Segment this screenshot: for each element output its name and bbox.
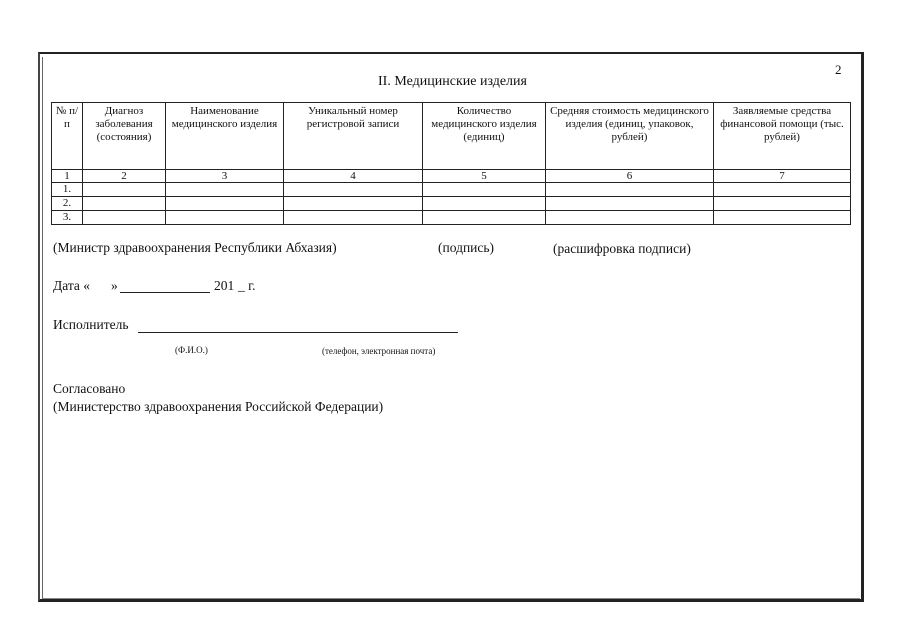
row-number: 2. [52, 197, 83, 211]
table-cell [714, 197, 851, 211]
table-cell [546, 211, 714, 225]
date-year: 201 [214, 278, 235, 293]
table-cell [83, 183, 166, 197]
table-row [52, 197, 851, 211]
signature-decode-caption: (расшифровка подписи) [553, 241, 691, 256]
table-row [52, 211, 851, 225]
table-cell [546, 197, 714, 211]
col-header-registry-number: Уникальный номер регистровой записи [284, 103, 423, 170]
table-header-row [52, 103, 851, 170]
date-close-quote: » [111, 278, 118, 293]
page-number: 2 [835, 62, 842, 77]
agreed-ministry: (Министерство здравоохранения Российской Федерации) [53, 399, 384, 414]
col-header-number: № п/п [52, 103, 83, 170]
column-numbers-row [52, 170, 851, 183]
col-header-quantity: Количество медицинского изделия (единиц) [423, 103, 546, 170]
table-cell [284, 211, 423, 225]
column-number: 6 [546, 170, 714, 183]
column-number: 7 [714, 170, 851, 183]
table-cell [166, 211, 284, 225]
column-number: 5 [423, 170, 546, 183]
fio-caption: (Ф.И.О.) [175, 345, 208, 355]
table-cell [714, 183, 851, 197]
table-cell [284, 183, 423, 197]
date-label: Дата « [53, 278, 91, 293]
column-number: 1 [52, 170, 83, 183]
col-header-diagnosis: Диагноз заболевания (состояния) [83, 103, 166, 170]
table-cell [284, 197, 423, 211]
row-number: 1. [52, 183, 83, 197]
table-cell [546, 183, 714, 197]
column-number: 4 [284, 170, 423, 183]
table-cell [714, 211, 851, 225]
table-row [52, 183, 851, 197]
minister-caption: (Министр здравоохранения Республики Абхазия) [53, 240, 337, 255]
table-cell [83, 197, 166, 211]
executor-line[interactable] [138, 332, 458, 333]
table-cell [166, 197, 284, 211]
contact-caption: (телефон, электронная почта) [322, 346, 436, 356]
section-title: II. Медицинские изделия [378, 74, 527, 89]
table-cell [423, 197, 546, 211]
row-number: 3. [52, 211, 83, 225]
col-header-requested-funds: Заявляемые средства финансовой помощи (тыс. рублей) [714, 103, 851, 170]
table-cell [423, 211, 546, 225]
agreed-label: Согласовано [53, 381, 126, 396]
date-month-line[interactable] [120, 292, 210, 293]
signature-caption: (подпись) [438, 240, 495, 255]
col-header-device-name: Наименование медицинского изделия [166, 103, 284, 170]
table-cell [166, 183, 284, 197]
date-year-suffix: _ г. [238, 278, 256, 293]
medical-devices-table [51, 102, 851, 225]
executor-label: Исполнитель [53, 317, 129, 332]
table-cell [83, 211, 166, 225]
column-number: 3 [166, 170, 284, 183]
column-number: 2 [83, 170, 166, 183]
table-cell [423, 183, 546, 197]
col-header-average-cost: Средняя стоимость медицинского изделия (единиц, упаковок, рублей) [546, 103, 714, 170]
